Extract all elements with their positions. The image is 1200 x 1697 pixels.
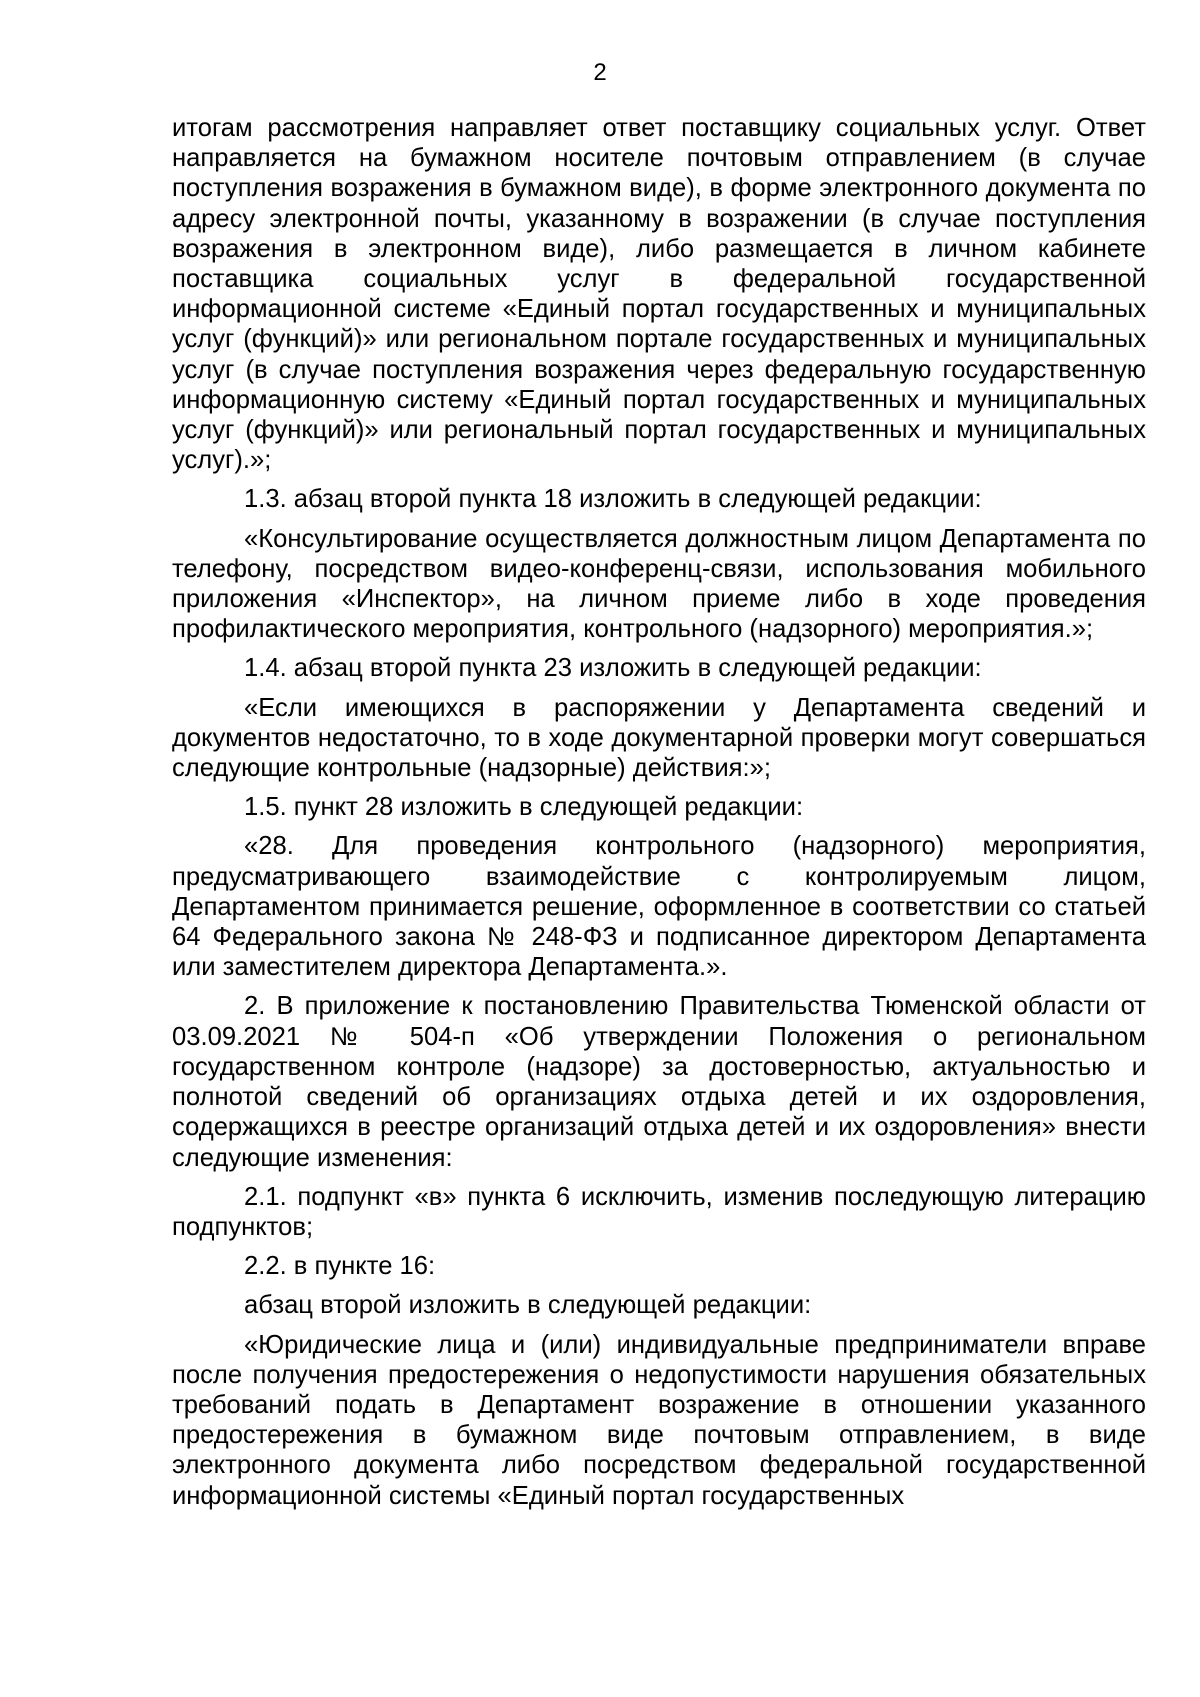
- paragraph-quote-objection: «Юридические лица и (или) индивидуальные предприниматели вправе после получения предостережения о недопустимости нарушения обязательных требований подать в Департамент возражение в отношении указанного предостережения в бумажном виде почтовым отправлением, в виде электронного документа либо посредством федеральной государственной информационной системы «Единый портал государственных: [172, 1330, 1146, 1510]
- paragraph-item-2: 2. В приложение к постановлению Правительства Тюменской области от 03.09.2021 № 504-п «Об утверждении Положения о региональном государственном контроле (надзоре) за достоверностью, актуальностью и полнотой сведений об организациях отдыха детей и их оздоровления, содержащихся в реестре организаций отдыха детей и их оздоровления» внести следующие изменения:: [172, 992, 1146, 1172]
- paragraph-quote-28: «28. Для проведения контрольного (надзорного) мероприятия, предусматривающего взаимодействие с контролируемым лицом, Департаментом принимается решение, оформленное в соответствии со статьей 64 Федерального закона № 248-ФЗ и подписанное директором Департамента или заместителем директора Департамента.».: [172, 832, 1146, 982]
- paragraph-item-2-2: 2.2. в пункте 16:: [244, 1252, 436, 1281]
- paragraph-item-1-3: 1.3. абзац второй пункта 18 изложить в следующей редакции:: [244, 485, 982, 514]
- page-number: 2: [593, 59, 607, 86]
- paragraph-quote-documents: «Если имеющихся в распоряжении у Департамента сведений и документов недостаточно, то в ходе документарной проверки могут совершаться следующие контрольные (надзорные) действия:»;: [172, 693, 1146, 783]
- paragraph-item-2-1: 2.1. подпункт «в» пункта 6 исключить, изменив последующую литерацию подпунктов;: [172, 1182, 1146, 1241]
- paragraph-item-1-5: 1.5. пункт 28 изложить в следующей редакции:: [244, 793, 804, 822]
- paragraph-item-1-4: 1.4. абзац второй пункта 23 изложить в следующей редакции:: [244, 654, 982, 683]
- paragraph-quote-consulting: «Консультирование осуществляется должностным лицом Департамента по телефону, посредством видео-конференц-связи, использования мобильного приложения «Инспектор», на личном приеме либо в ходе проведения профилактического мероприятия, контрольного (надзорного) мероприятия.»;: [172, 524, 1146, 644]
- paragraph-continuation: итогам рассмотрения направляет ответ поставщику социальных услуг. Ответ направляется на бумажном носителе почтовым отправлением (в случае поступления возражения в бумажном виде), в форме электронного документа по адресу электронной почты, указанному в возражении (в случае поступления возражения в электронном виде), либо размещается в личном кабинете поставщика социальных услуг в федеральной государственной информационной системе «Единый портал государственных и муниципальных услуг (функций)» или региональном портале государственных и муниципальных услуг (в случае поступления возражения через федеральную государственную информационную систему «Единый портал государственных и муниципальных услуг (функций)» или региональный портал государственных и муниципальных услуг).»;: [172, 114, 1146, 475]
- document-body: [172, 113, 1146, 1520]
- paragraph-subitem: абзац второй изложить в следующей редакции:: [244, 1291, 812, 1320]
